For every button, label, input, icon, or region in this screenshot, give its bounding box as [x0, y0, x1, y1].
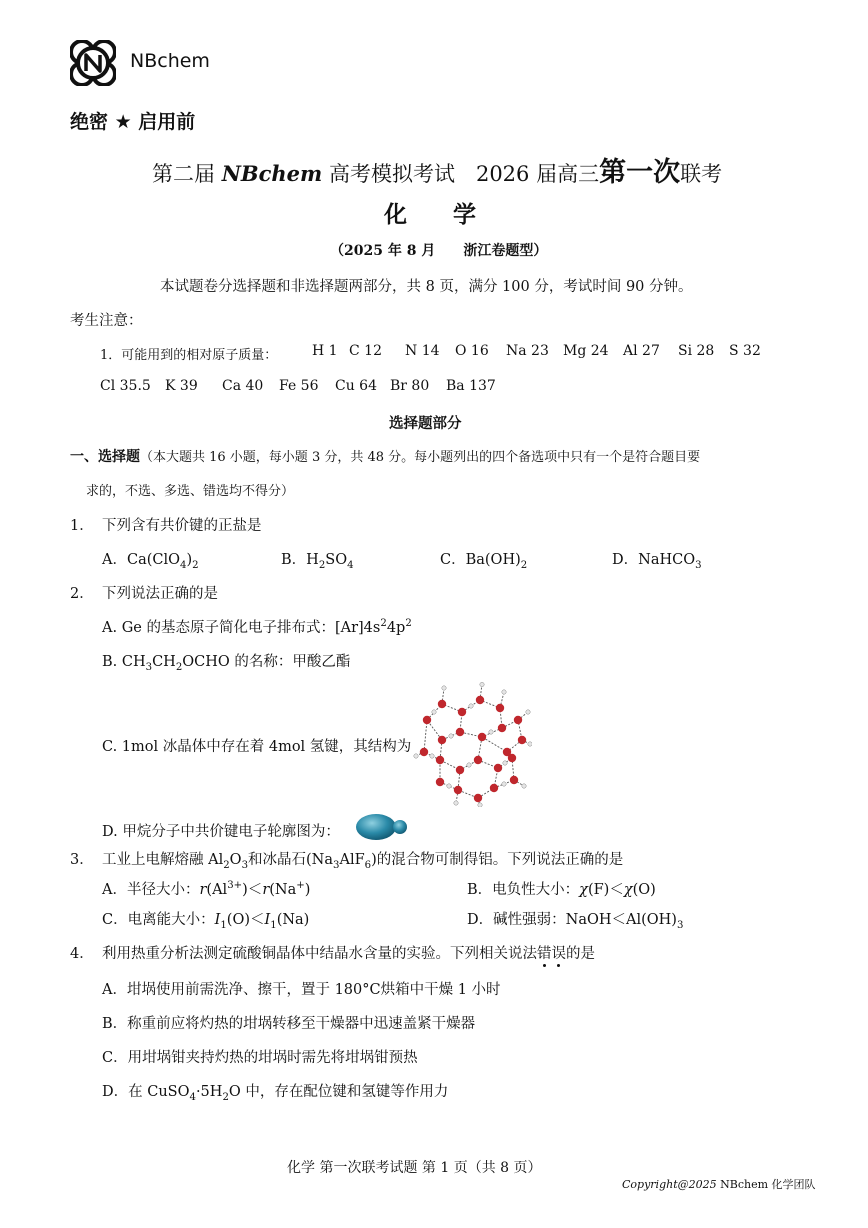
q3-option-a: A．半径大小：$r(Al^{3+})<r(Na^+)$ — [102, 880, 311, 898]
atomic-mass-item: Ba 137 — [446, 378, 496, 394]
atomic-mass-item: Na 23 — [506, 343, 549, 359]
part-one-label: 一、选择题 — [70, 449, 140, 465]
q1-option-b: B．$H_2SO_4$ — [281, 552, 354, 571]
q3-option-a-label: A．半径大小： — [102, 882, 200, 898]
atomic-mass-item: C 12 — [349, 343, 382, 359]
ice-crystal-structure-image — [412, 682, 532, 807]
q2-number: 2． — [70, 586, 94, 602]
copyright-team: NBchem 化学团队 — [716, 1178, 816, 1191]
exam-title-brand: NBchem — [221, 161, 323, 186]
q4-stem — [102, 942, 595, 963]
q4-option-d-pre: D．在 CuSO — [102, 1084, 190, 1100]
q3-option-d-value: NaOH＜Al(OH) — [565, 912, 677, 928]
part-one-desc-cont: 求的，不选、多选、错选均不得分） — [86, 484, 295, 499]
section-title: 选择题部分 — [389, 416, 462, 432]
atomic-mass-item: Ca 40 — [222, 378, 264, 394]
notice-title: 考生注意： — [70, 313, 143, 329]
atomic-mass-item: O 16 — [455, 343, 489, 359]
q3-stem-c: )的混合物可制得铝。下列说法正确的是 — [371, 852, 624, 868]
q2-option-a: A. Ge 的基态原子简化电子排布式：$[Ar]4s^24p^2$ — [102, 618, 412, 636]
part-one-header — [70, 446, 700, 466]
q4-option-b: B．称重前应将灼热的坩埚转移至干燥器中迅速盖紧干燥器 — [102, 1016, 476, 1032]
q2-stem: 下列说法正确的是 — [102, 586, 218, 602]
q1-stem: 下列含有共价键的正盐是 — [102, 518, 262, 534]
q4-option-a: A．坩埚使用前需洗净、擦干，置于 180°C烘箱中干燥 1 小时 — [102, 982, 501, 998]
q4-option-d: D．在 $CuSO_4\cdot 5H_2O$ 中，存在配位键和氢键等作用力 — [102, 1084, 449, 1103]
q1-option-d: D．NaHCO$_3$ — [612, 552, 702, 571]
atomic-mass-item: Cu 64 — [335, 378, 377, 394]
q1-option-c: C．$Ba(OH)_2$ — [440, 552, 528, 571]
q1-option-a: A．$Ca(ClO_4)_2$ — [102, 552, 199, 571]
atomic-mass-item: S 32 — [729, 343, 761, 359]
methane-orbital-image — [354, 812, 410, 842]
atomic-mass-item: K 39 — [165, 378, 198, 394]
exam-title — [152, 150, 722, 189]
copyright-year: Copyright@2025 — [622, 1178, 717, 1191]
confidential-mark: 绝密 ★ 启用前 — [70, 111, 196, 133]
q3-option-c: C．电离能大小：$I_1(O)<I_1(Na)$ — [102, 912, 310, 931]
exam-title-part2: 高考模拟考试 2026 届高三 — [322, 162, 600, 186]
q2-option-a-text: A. Ge 的基态原子简化电子排布式：[Ar]4s — [102, 620, 381, 636]
q4-stem-emphasis — [537, 946, 566, 962]
q2-option-c: C. 1mol 冰晶体中存在着 4mol 氢键，其结构为 — [102, 739, 412, 755]
atomic-mass-item: Mg 24 — [563, 343, 609, 359]
q4-stem-a: 利用热重分析法测定硫酸铜晶体中结晶水含量的实验。下列相关说法 — [102, 946, 537, 962]
subject-title: 化 学 — [384, 202, 476, 228]
atomic-mass-item: Al 27 — [623, 343, 660, 359]
q4-option-c: C．用坩埚钳夹持灼热的坩埚时需先将坩埚钳预热 — [102, 1050, 418, 1066]
q3-stem: 工业上电解熔融 $Al_2O_3$和冰晶石$(Na_3AlF_6)$的混合物可制得铝。下列说法正确的是 — [102, 852, 624, 871]
atomic-mass-lead: 1．可能用到的相对原子质量： — [100, 348, 278, 363]
q3-option-b-label: B．电负性大小： — [467, 882, 580, 898]
q1-number: 1． — [70, 518, 94, 534]
copyright — [622, 1176, 816, 1192]
q3-option-d: D．碱性强弱：$NaOH<Al(OH)_3$ — [467, 912, 684, 931]
q4-option-d-post: O 中，存在配位键和氢键等作用力 — [228, 1084, 449, 1100]
q4-stem-b: 的是 — [566, 946, 595, 962]
q2-option-b-text: CHO 的名称：甲酸乙酯 — [194, 654, 351, 670]
atomic-mass-item: Br 80 — [390, 378, 430, 394]
atomic-mass-item: Cl 35.5 — [100, 378, 151, 394]
q3-stem-b: 和冰晶石(Na — [248, 852, 334, 868]
q3-option-b: B．电负性大小：χ(F)＜χ(O) — [467, 882, 656, 898]
exam-title-big: 第一次 — [599, 157, 681, 188]
exam-title-part1: 第二届 — [152, 162, 222, 186]
q4-emphasis-char: 错 — [537, 946, 552, 962]
atomic-mass-item: Fe 56 — [279, 378, 319, 394]
intro-text: 本试题卷分选择题和非选择题两部分，共 8 页，满分 100 分，考试时间 90 分钟。 — [160, 279, 693, 295]
atomic-mass-item: H 1 — [312, 343, 338, 359]
q3-option-c-label: C．电离能大小： — [102, 912, 215, 928]
q3-option-d-label: D．碱性强弱： — [467, 912, 566, 928]
exam-title-part3: 联考 — [680, 162, 723, 186]
q3-number: 3． — [70, 852, 94, 868]
q3-stem-a: 工业上电解熔融 Al — [102, 852, 224, 868]
q4-emphasis-char: 误 — [551, 946, 566, 962]
part-one-desc: （本大题共 16 小题，每小题 3 分，共 48 分。每小题列出的四个备选项中只有一个是符合题目要 — [140, 450, 701, 465]
logo — [70, 40, 240, 84]
q4-number: 4． — [70, 946, 94, 962]
date-line: （2025 年 8 月 浙江卷题型） — [330, 243, 548, 259]
logo-text: NBchem — [130, 50, 210, 72]
q2-option-b: B. $CH_3CH_2OCHO$ 的名称：甲酸乙酯 — [102, 654, 351, 673]
q2-option-d: D. 甲烷分子中共价键电子轮廓图为： — [102, 824, 340, 840]
page-footer: 化学 第一次联考试题 第 1 页（共 8 页） — [287, 1160, 542, 1176]
atomic-mass-item: N 14 — [405, 343, 440, 359]
nbchem-logo-icon — [70, 40, 116, 86]
atomic-mass-item: Si 28 — [678, 343, 715, 359]
